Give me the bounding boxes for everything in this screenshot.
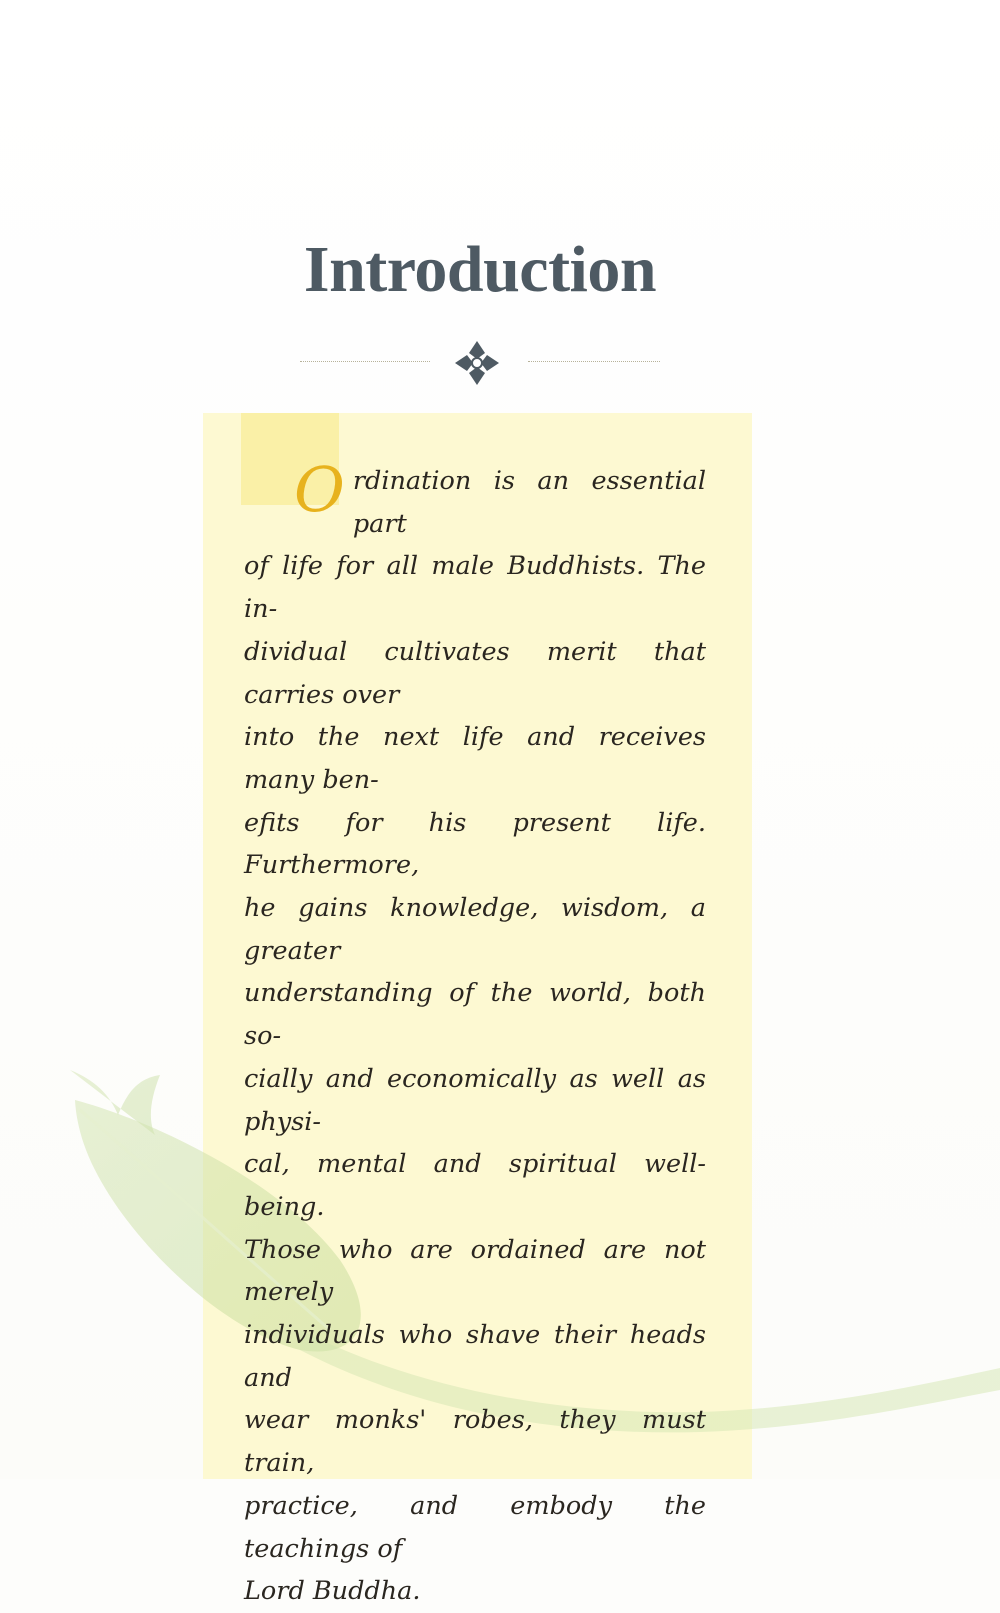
paragraph-line: wear monks' robes, they must train, bbox=[244, 1405, 706, 1479]
introduction-paragraph bbox=[244, 453, 706, 1613]
page-title: Introduction bbox=[303, 233, 657, 306]
paragraph-line: Lord Buddha. bbox=[244, 1576, 421, 1607]
title-ornament bbox=[300, 338, 660, 386]
drop-cap-letter: O bbox=[294, 453, 345, 526]
paragraph-line: individuals who shave their heads and bbox=[244, 1320, 706, 1393]
paragraph-line: efits for his present life. Furthermore, bbox=[244, 807, 706, 881]
paragraph-line: cal, mental and spiritual well-being. bbox=[244, 1149, 706, 1222]
ornament-rule-left bbox=[300, 361, 430, 362]
ornament-rule-right bbox=[528, 361, 660, 362]
paragraph-line: cially and economically as well as physi- bbox=[244, 1063, 706, 1137]
paragraph-line: he gains knowledge, wisdom, a greater bbox=[244, 893, 706, 966]
paragraph-line: into the next life and receives many ben- bbox=[244, 722, 706, 795]
paragraph-line: Those who are ordained are not merely bbox=[244, 1234, 706, 1308]
paragraph-line: understanding of the world, both so- bbox=[244, 978, 706, 1052]
paragraph-line: practice, and embody the teachings of bbox=[244, 1490, 706, 1564]
paragraph-line: rdination is an essential part bbox=[352, 466, 706, 539]
paragraph-line: dividual cultivates merit that carries over bbox=[244, 636, 706, 710]
diamond-flower-icon bbox=[454, 340, 500, 386]
paragraph-line: of life for all male Buddhists. The in- bbox=[244, 551, 706, 625]
